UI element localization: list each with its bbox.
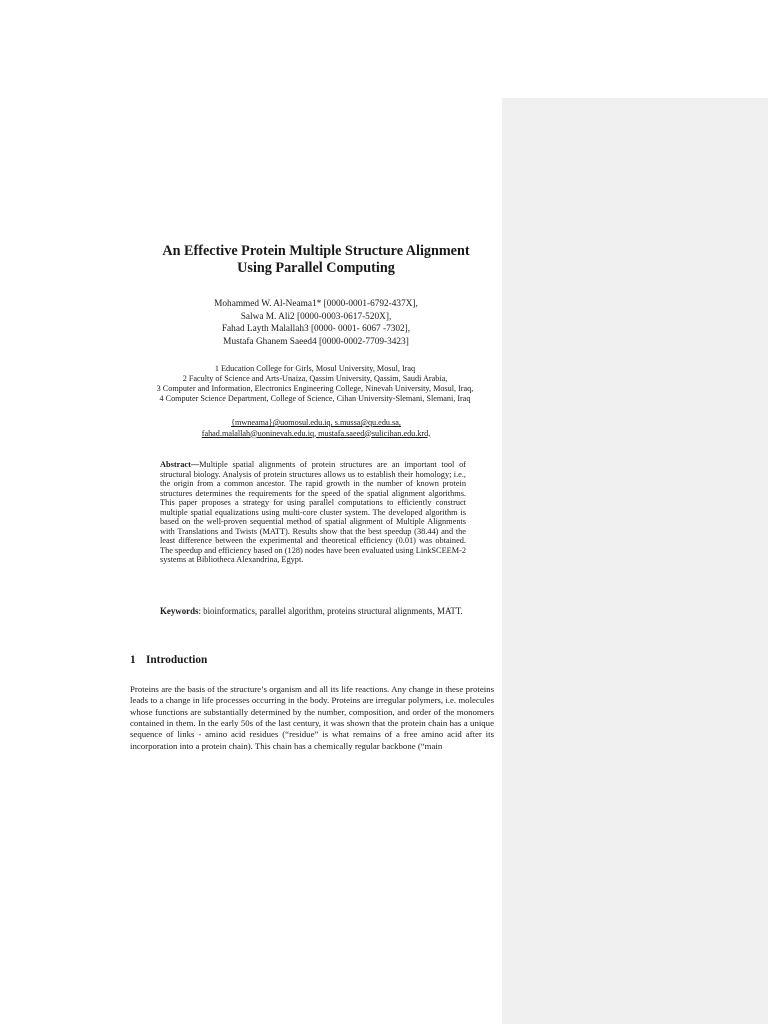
affiliation-line: 3 Computer and Information, Electronics Engineering College, Ninevah University, Mosul, Iraq, <box>156 384 474 394</box>
author-line: Mohammed W. Al-Neama1* [0000-0001-6792-437X], <box>214 299 418 309</box>
section-title: Introduction <box>146 654 208 666</box>
keywords <box>160 606 466 617</box>
keywords-text: : bioinformatics, parallel algorithm, proteins structural alignments, MATT. <box>198 606 463 616</box>
paper-title <box>130 243 502 277</box>
title-line-1: An Effective Protein Multiple Structure Alignment <box>162 243 470 259</box>
affiliation-line: 4 Computer Science Department, College of Science, Cihan University-Slemani, Slemani, Iraq <box>159 394 471 404</box>
comment-pane <box>502 98 768 1024</box>
abstract-text: Multiple spatial alignments of protein structures are an important tool of structural biology. Analysis of protein structures allows us to establish their homology; i.e., the origin from a common ancestor. The rapid growth in the number of known protein structures determines the requirements for the speed of the spatial alignment algorithms. This paper proposes a strategy for using parallel computations to efficiently construct multiple spatial equalizations using multi-core cluster system. The developed algorithm is based on the well-proven sequential method of spatial alignment of Multiple Alignments with Translations and Twists (MATT). Results show that the best speedup (38.44) and the least difference between the experimental and theoretical efficiency (0.01) was obtained. The speedup and efficiency based on (128) nodes have been evaluated using LinkSCEEM-2 systems at Bibliotheca Alexandrina, Egypt. <box>160 460 466 565</box>
affiliation-line: 2 Faculty of Science and Arts-Unaiza, Qassim University, Qassim, Saudi Arabia, <box>182 374 448 384</box>
author-list <box>130 298 502 348</box>
email-link[interactable]: {mwneama}@uomosul.edu.iq, s.mussa@qu.edu.sa, <box>231 418 401 427</box>
email-link[interactable]: fahad.malallah@uoninevah.edu.iq, mustafa.saeed@sulicihan.edu.krd, <box>201 428 431 438</box>
section-heading <box>130 654 207 666</box>
keywords-label: Keywords <box>160 606 199 616</box>
abstract <box>160 460 466 565</box>
affiliation-line: 1 Education College for Girls, Mosul University, Mosul, Iraq <box>214 364 416 373</box>
body-paragraph: Proteins are the basis of the structure’s organism and all its life reactions. Any change in these proteins leads to a change in life processes occurring in the body. Proteins are irregular polymers, i.e. molecules whose functions are substantially determined by the number, composition, and order of the monomers contained in them. In the early 50s of the last century, it was shown that the protein chain has a unique sequence of links - amino acid residues (“residue” is what remains of a free amino acid after its incorporation into a protein chain). This chain has a chemically regular backbone (“main <box>130 684 494 751</box>
author-line: Mustafa Ghanem Saeed4 [0000-0002-7709-3423] <box>223 336 409 347</box>
section-number: 1 <box>130 654 136 666</box>
author-line: Salwa M. Ali2 [0000-0003-0617-520X], <box>240 311 392 322</box>
email-list <box>130 418 502 439</box>
author-line: Fahad Layth Malallah3 [0000- 0001- 6067 -7302], <box>221 324 411 334</box>
title-line-2: Using Parallel Computing <box>237 260 395 276</box>
affiliation-list <box>110 364 520 404</box>
abstract-label: Abstract— <box>160 460 200 469</box>
